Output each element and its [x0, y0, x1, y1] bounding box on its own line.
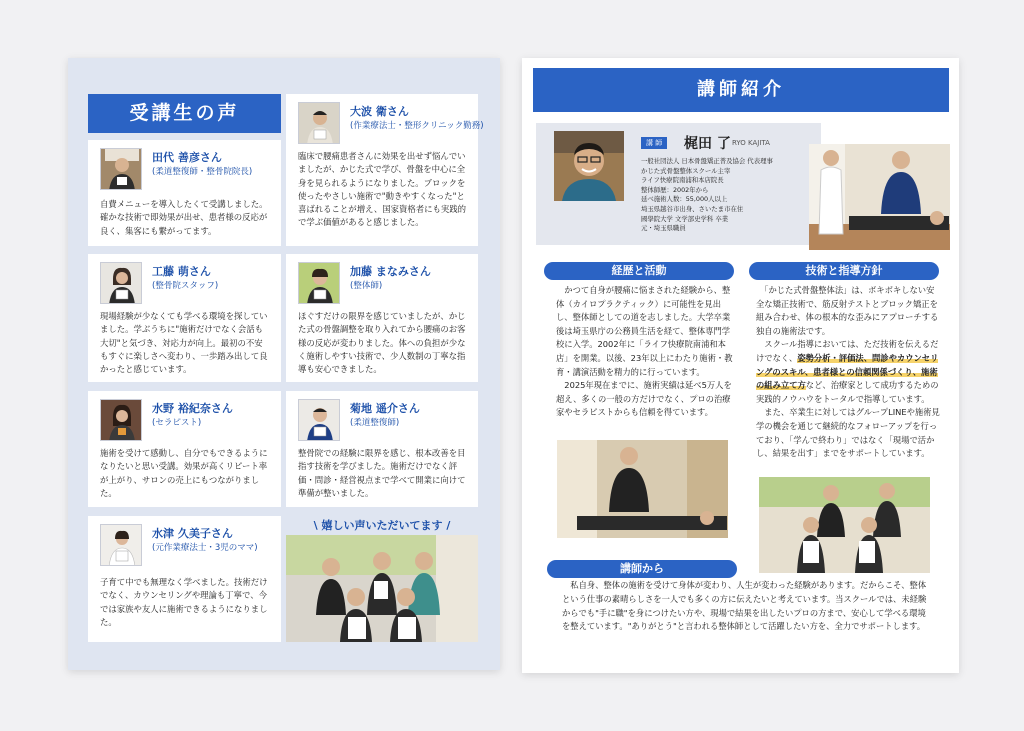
tech-text-span: など、治療家として成功するための実践的ノウハウをトータルで指導しています。: [756, 380, 939, 404]
credential-line: 埼玉県越谷市出身、さいたま市在住: [641, 204, 744, 213]
testimonials-heading: 受講生の声: [88, 94, 281, 133]
lecturer-photo: [554, 131, 624, 201]
group-photo: [286, 535, 478, 642]
history-heading: 経歴と活動: [544, 262, 734, 280]
testimonial-card: [286, 94, 484, 246]
avatar: [100, 399, 142, 441]
testimonial-text: 臨床で腰痛患者さんに効果を出せず悩んでいましたが、かじた式で学び、骨盤を中心に全身を見られるようになりました。ブロックを使ったやさしい施術で"動きやすくなった"と喜ばれることが増え、国家資格者にも実践的で学ぶ価値があると感じました。: [298, 151, 467, 228]
student-name: 大波 衛さん: [350, 105, 409, 118]
student-role: (整骨院スタッフ): [152, 281, 219, 291]
avatar: [100, 524, 142, 566]
profile-box: [536, 123, 821, 245]
student-role: (元作業療法士・3児のママ): [152, 543, 258, 553]
testimonial-card: [286, 254, 478, 382]
credential-line: 元・埼玉県職員: [641, 224, 686, 233]
student-role: (柔道整復師・整骨院院長): [152, 167, 253, 177]
student-name: 菊地 遥介さん: [350, 402, 420, 415]
tech-paragraph: [756, 338, 942, 406]
treatment-photo: [557, 440, 728, 538]
tech-text-span: スクール指導においては、ただ技術を伝えるだけでなく、: [756, 339, 939, 363]
testimonial-card: [88, 254, 281, 382]
student-role: (作業療法士・整形クリニック勤務): [350, 121, 484, 131]
credential-line: 整体師歴：2002年から: [641, 185, 709, 194]
testimonial-card: [88, 516, 281, 642]
highlighted-skills: 姿勢分析・評価法、問診やカウンセリングのスキル、患者様との信頼関係づくり、施術の組み立て方: [756, 352, 939, 391]
tech-paragraph: 「かじた式骨盤整体法」は、ボキボキしない安全な矯正技術で、筋反射テストとブロック矯正を組み合わせ、体の根本的な歪みにアプローチする独自の施術法です。: [756, 285, 939, 336]
student-name: 水津 久美子さん: [152, 527, 233, 540]
testimonial-card: [286, 391, 478, 507]
testimonial-text: 自費メニューを導入したくて受講しました。確かな技術で即効果が出せ、患者様の反応が良く、集客にも繋がってます。: [100, 199, 268, 236]
student-name: 水野 裕紀奈さん: [152, 402, 233, 415]
treatment-photo: [809, 144, 950, 250]
testimonial-text: ほぐすだけの限界を感じていましたが、かじた式の骨盤調整を取り入れてから腰痛のお客様の反応が変わりました。体への負担が少なく施術しやすい技術で、少人数制の丁寧な指導も安心できました。: [298, 311, 466, 375]
avatar: [298, 262, 340, 304]
happy-voices-heading: \ 嬉しい声いただいてます /: [313, 519, 451, 532]
credential-line: 國學院大学 文学部史学科 卒業: [641, 214, 729, 223]
student-role: (柔道整復師): [350, 418, 400, 428]
student-name: 加藤 まなみさん: [350, 265, 431, 278]
avatar: [100, 148, 142, 190]
lecturer-page: [522, 58, 959, 673]
lecturer-name: 梶田 了: [684, 136, 731, 152]
testimonial-card: [88, 391, 281, 507]
avatar: [298, 399, 340, 441]
testimonial-text: 子育て中でも無理なく学べました。技術だけでなく、カウンセリングや理論も丁寧で、今では家族や友人に施術できるようになりました。: [100, 577, 268, 627]
tech-heading: 技術と指導方針: [749, 262, 939, 280]
certificate-photo: [759, 477, 930, 573]
credential-line: 一般社団法人 日本骨盤矯正普及協会 代表理事: [641, 157, 773, 165]
testimonials-page: [68, 58, 500, 670]
student-role: (セラピスト): [152, 418, 202, 428]
lecturer-name-roman: RYO KAJITA: [732, 139, 770, 147]
lecturer-heading: 講師紹介: [533, 68, 949, 112]
avatar: [298, 102, 340, 144]
credential-line: 延べ施術人数：55,000人以上: [641, 195, 728, 204]
lecturer-credentials: [641, 157, 819, 234]
message-text: 私自身、整体の施術を受けて身体が変わり、人生が変わった経験があります。だからこそ、整体という仕事の素晴らしさを一人でも多くの方に伝えたいと考えています。当スクールでは、未経験からでも"手に職"を身につけたい方や、現場で結果を出したいプロの方まで、安心して学べる環境を整えています。"ありがとう"と言われる整体師として活躍したい方を、全力でサポートします。: [562, 580, 927, 632]
student-role: (整体師): [350, 281, 383, 291]
testimonial-text: 現場経験が少なくても学べる環境を探していました。学ぶうちに"施術だけでなく会話も大切"と気づき、対応力が向上。最初の不安もすぐに楽しさへ変わり、一歩踏み出して良かったと感じています。: [100, 311, 268, 375]
message-heading: 講師から: [547, 560, 737, 578]
history-text: かつて自身が腰痛に悩まされた経験から、整体（カイロプラクティック）に可能性を見出し、整体師としての道を志しました。大学卒業後は埼玉県庁の公務員生活を経て、整体専門学校に入学。2002年に「ライフ快療院南浦和本店」を開業。以後、23年以上にわたり施術・教育・講演活動を精力的に行っています。 2025年現在までに、施術実績は延べ5万人を超え、多くの一般の方だけでなく、プロの治療家やセラピストからも信頼を得ています。: [556, 285, 733, 418]
student-name: 田代 善彦さん: [152, 151, 222, 164]
credential-line: かじた式骨盤整体スクール主宰: [641, 166, 731, 175]
student-name: 工藤 萌さん: [152, 265, 211, 278]
tech-text: [756, 284, 942, 461]
credential-line: ライフ快療院南浦和本店院長: [641, 176, 724, 185]
testimonial-card: [88, 140, 281, 246]
tech-paragraph: また、卒業生に対してはグループLINEや施術見学の機会を通じて継続的なフォローアップを行っており、「学んで終わり」ではなく「現場で活かし、結果を出す」までをサポートしています。: [756, 407, 940, 459]
lecturer-tag: 講 師: [641, 137, 667, 149]
avatar: [100, 262, 142, 304]
testimonial-text: 施術を受けて感動し、自分でもできるようになりたいと思い受講。効果が高くリピート率が上がり、サロンの売上にもつながりました。: [100, 448, 268, 498]
testimonial-text: 整骨院での経験に限界を感じ、根本改善を目指す技術を学びました。施術だけでなく評価・問診・経営視点まで学べて開業に向けて準備が整いました。: [298, 448, 466, 498]
